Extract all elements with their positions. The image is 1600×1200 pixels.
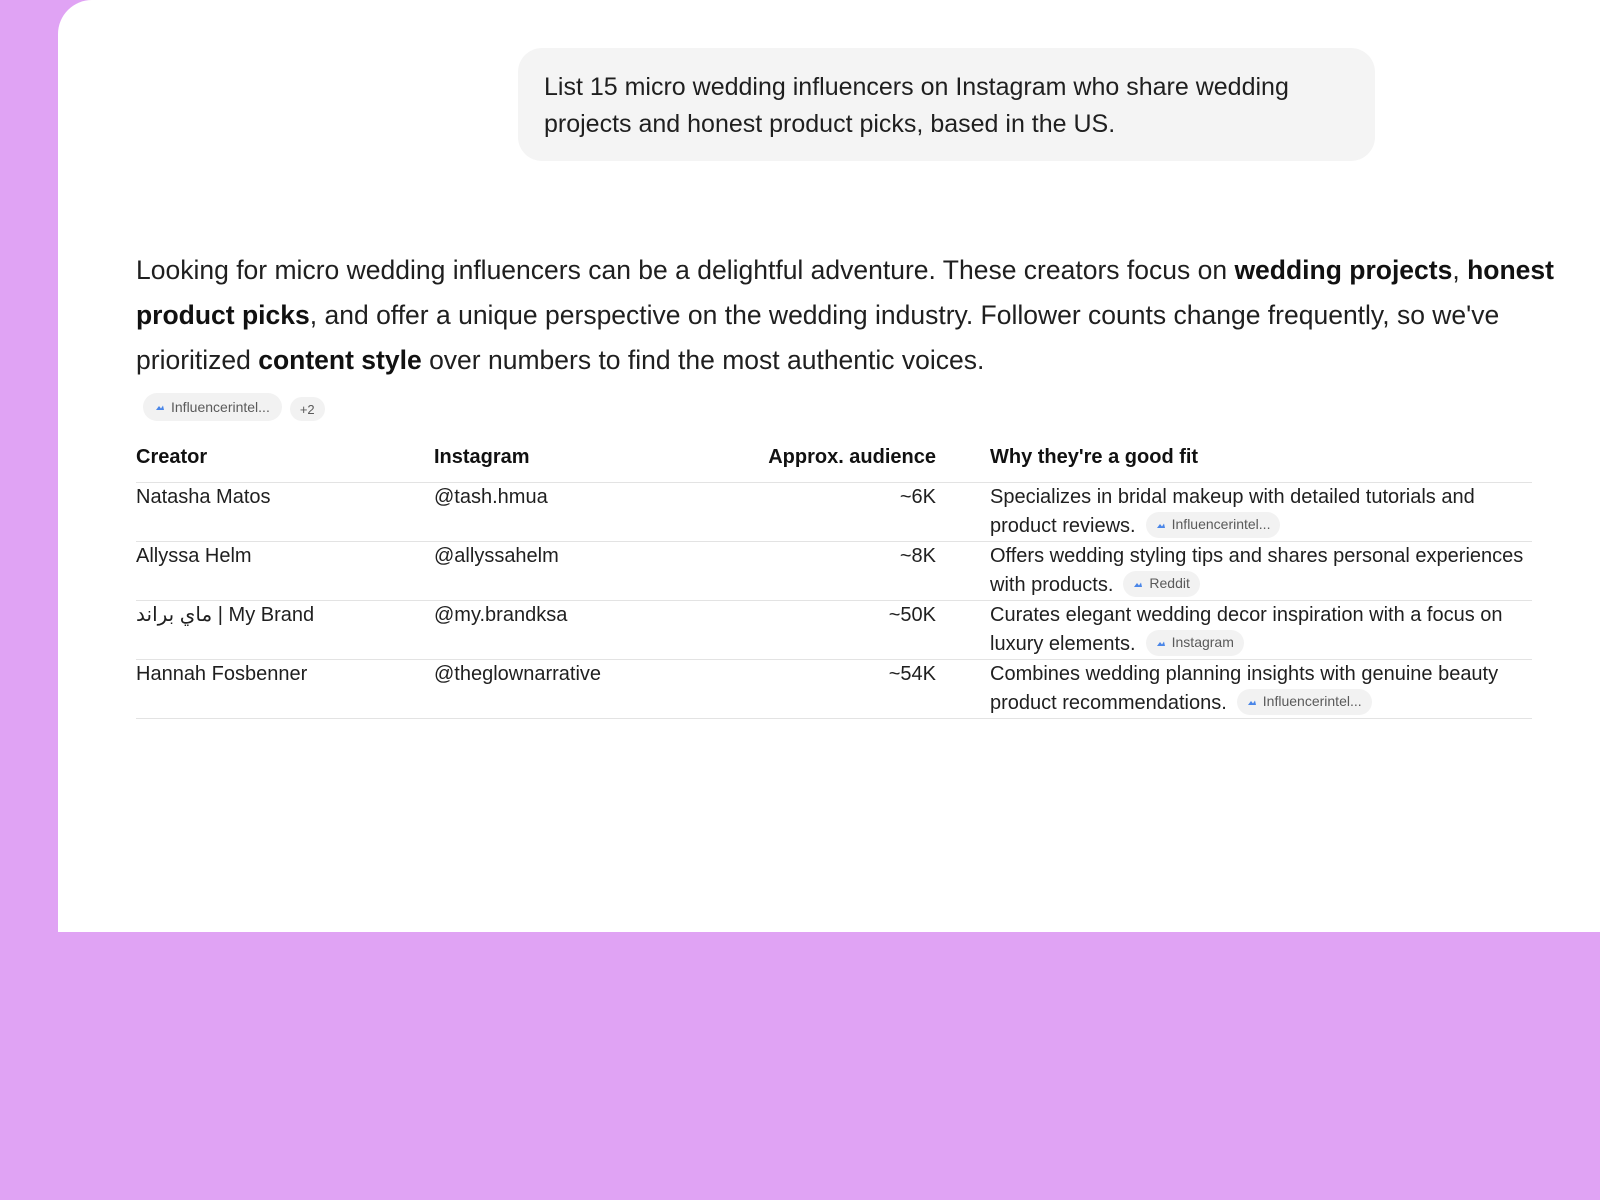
why-text: Offers wedding styling tips and shares personal experiences with products. xyxy=(990,545,1524,596)
source-favicon-icon xyxy=(1247,697,1257,707)
cell-why xyxy=(990,601,1532,660)
why-text: Curates elegant wedding decor inspiration with a focus on luxury elements. xyxy=(990,604,1503,655)
source-chip-label: Reddit xyxy=(1149,575,1190,592)
cell-why xyxy=(990,660,1532,719)
source-favicon-icon xyxy=(1133,579,1143,589)
intro-text: over numbers to find the most authentic voices. xyxy=(421,345,985,375)
header-creator: Creator xyxy=(136,432,434,483)
cell-creator: Natasha Matos xyxy=(136,483,434,542)
source-chip[interactable] xyxy=(1146,630,1244,656)
cell-instagram: @allyssahelm xyxy=(434,542,734,601)
source-favicon-icon xyxy=(1156,638,1166,648)
intro-text: Looking for micro wedding influencers can be a delightful adventure. These creators focus on xyxy=(136,255,1235,285)
influencer-table xyxy=(136,432,1532,719)
table-row xyxy=(136,542,1532,601)
source-favicon-icon xyxy=(155,402,165,412)
table-row xyxy=(136,660,1532,719)
cell-creator: Allyssa Helm xyxy=(136,542,434,601)
cell-spacer xyxy=(936,483,990,542)
cell-why xyxy=(990,542,1532,601)
source-chip-label: Instagram xyxy=(1171,634,1234,651)
cell-why xyxy=(990,483,1532,542)
header-spacer xyxy=(936,432,990,483)
intro-bold-content-style: content style xyxy=(258,345,422,375)
header-why: Why they're a good fit xyxy=(990,432,1532,483)
header-instagram: Instagram xyxy=(434,432,734,483)
cell-instagram: @my.brandksa xyxy=(434,601,734,660)
user-message-text: List 15 micro wedding influencers on Instagram who share wedding projects and honest product picks, based in the US. xyxy=(544,73,1289,138)
cell-instagram: @theglownarrative xyxy=(434,660,734,719)
cell-audience: ~8K xyxy=(734,542,936,601)
source-chip-label: Influencerintel... xyxy=(1171,516,1271,533)
cell-spacer xyxy=(936,660,990,719)
intro-bold-honest-product-picks: honest product picks xyxy=(136,255,1554,330)
intro-text: , xyxy=(1452,255,1468,285)
more-sources-chip[interactable]: +2 xyxy=(290,397,325,421)
user-message-bubble xyxy=(518,48,1375,161)
cell-audience: ~6K xyxy=(734,483,936,542)
table-header-row xyxy=(136,432,1532,483)
source-chip[interactable] xyxy=(1146,512,1281,538)
cell-audience: ~54K xyxy=(734,660,936,719)
table-row xyxy=(136,601,1532,660)
source-chip[interactable] xyxy=(1237,689,1372,715)
source-chip-label: Influencerintel... xyxy=(1262,693,1362,710)
intro-sources xyxy=(143,393,325,421)
cell-creator: Hannah Fosbenner xyxy=(136,660,434,719)
source-chip-label: Influencerintel... xyxy=(171,399,270,415)
intro-text: , and offer a unique perspective on the wedding industry. Follower counts change frequently, so we've prioritized xyxy=(136,300,1500,375)
cell-audience: ~50K xyxy=(734,601,936,660)
assistant-intro-paragraph xyxy=(136,248,1566,383)
why-text: Combines wedding planning insights with genuine beauty product recommendations. xyxy=(990,663,1499,714)
table-row xyxy=(136,483,1532,542)
cell-spacer xyxy=(936,601,990,660)
source-favicon-icon xyxy=(1156,520,1166,530)
chat-panel xyxy=(58,0,1600,932)
why-text: Specializes in bridal makeup with detailed tutorials and product reviews. xyxy=(990,486,1475,537)
source-chip[interactable] xyxy=(143,393,282,421)
header-audience: Approx. audience xyxy=(734,432,936,483)
intro-bold-wedding-projects: wedding projects xyxy=(1234,255,1453,285)
cell-instagram: @tash.hmua xyxy=(434,483,734,542)
source-chip[interactable] xyxy=(1123,571,1199,597)
cell-creator: ماي براند | My Brand xyxy=(136,601,434,660)
cell-spacer xyxy=(936,542,990,601)
